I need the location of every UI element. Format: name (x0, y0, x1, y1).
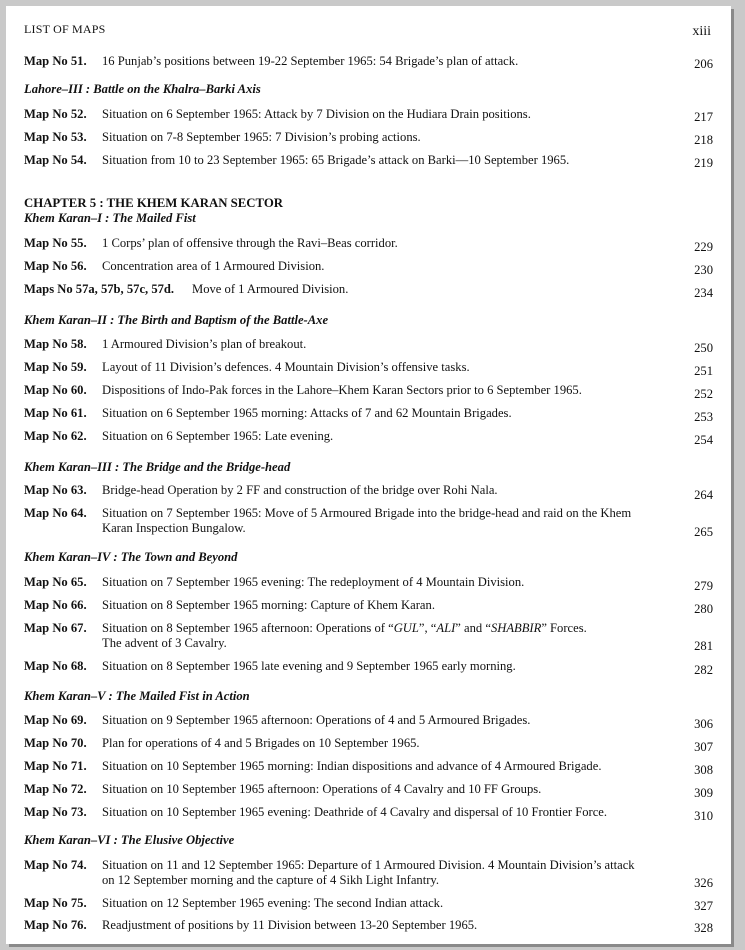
map-label: Maps No 57a, 57b, 57c, 57d. (24, 282, 175, 296)
map-label: Map No 71. (24, 759, 87, 773)
map-description: Layout of 11 Division’s defences. 4 Mountain Division’s offensive tasks. (102, 360, 470, 374)
map-page: 309 (694, 786, 713, 800)
map-label: Map No 72. (24, 782, 87, 796)
map-page: 279 (694, 579, 713, 593)
map-page: 250 (694, 341, 713, 355)
section-heading: Khem Karan–V : The Mailed Fist in Action (24, 689, 250, 703)
section-heading: Khem Karan–III : The Bridge and the Bridge-head (24, 460, 291, 474)
map-description: Plan for operations of 4 and 5 Brigades on 10 September 1965. (102, 736, 420, 750)
page-number: xiii (692, 24, 711, 39)
map-description: Situation on 12 September 1965 evening: The second Indian attack. (102, 896, 444, 910)
map-label: Map No 55. (24, 236, 87, 250)
map-page: 308 (694, 763, 713, 777)
map-page: 327 (694, 899, 713, 913)
map-label: Map No 56. (24, 259, 87, 273)
section-heading: Khem Karan–VI : The Elusive Objective (24, 833, 235, 847)
map-description: Situation on 11 and 12 September 1965: Departure of 1 Armoured Division. 4 Mountain Division’s attack on 12 September morning and the capture of 4 Sikh Light Infantry. (102, 858, 635, 887)
map-page: 230 (694, 263, 713, 277)
map-label: Map No 65. (24, 575, 87, 589)
section-heading: Khem Karan–II : The Birth and Baptism of the Battle-Axe (24, 313, 329, 327)
map-page: 328 (694, 921, 713, 935)
map-page: 281 (694, 639, 713, 653)
map-label: Map No 51. (24, 54, 87, 68)
map-label: Map No 70. (24, 736, 87, 750)
map-page: 326 (694, 876, 713, 890)
map-description: Situation on 8 September 1965 afternoon: Operations of “GUL”, “ALI” and “SHABBIR” Forces. The advent of 3 Cavalry. (102, 621, 587, 650)
map-page: 219 (694, 156, 713, 170)
map-page: 253 (694, 410, 713, 424)
section-heading: Khem Karan–I : The Mailed Fist (24, 211, 196, 225)
map-label: Map No 52. (24, 107, 87, 121)
map-page: 307 (694, 740, 713, 754)
map-page: 280 (694, 602, 713, 616)
map-description: Move of 1 Armoured Division. (192, 282, 349, 296)
map-description: Situation on 8 September 1965 morning: Capture of Khem Karan. (102, 598, 435, 612)
map-description: Situation on 10 September 1965 afternoon: Operations of 4 Cavalry and 10 FF Groups. (102, 782, 542, 796)
chapter-heading: CHAPTER 5 : THE KHEM KARAN SECTOR (24, 196, 284, 210)
map-description: Situation on 6 September 1965 morning: Attacks of 7 and 62 Mountain Brigades. (102, 406, 512, 420)
map-page: 234 (694, 286, 713, 300)
page-header (24, 22, 711, 42)
map-page: 265 (694, 525, 713, 539)
map-label: Map No 75. (24, 896, 87, 910)
map-page: 218 (694, 133, 713, 147)
map-description: Situation on 8 September 1965 late evening and 9 September 1965 early morning. (102, 659, 516, 673)
map-label: Map No 53. (24, 130, 87, 144)
map-description: Situation on 10 September 1965 morning: Indian dispositions and advance of 4 Armoured Brigade. (102, 759, 602, 773)
map-page: 229 (694, 240, 713, 254)
map-label: Map No 64. (24, 506, 87, 520)
map-label: Map No 66. (24, 598, 87, 612)
map-page: 310 (694, 809, 713, 823)
map-page: 264 (694, 488, 713, 502)
map-page: 206 (694, 57, 713, 71)
map-description: 1 Corps’ plan of offensive through the Ravi–Beas corridor. (102, 236, 398, 250)
map-label: Map No 60. (24, 383, 87, 397)
map-page: 252 (694, 387, 713, 401)
map-label: Map No 76. (24, 918, 87, 932)
map-page: 254 (694, 433, 713, 447)
map-label: Map No 54. (24, 153, 87, 167)
map-label: Map No 59. (24, 360, 87, 374)
map-description: Situation on 7-8 September 1965: 7 Division’s probing actions. (102, 130, 421, 144)
map-label: Map No 74. (24, 858, 87, 872)
map-description: Situation on 6 September 1965: Late evening. (102, 429, 334, 443)
map-description: Situation on 6 September 1965: Attack by 7 Division on the Hudiara Drain positions. (102, 107, 531, 121)
map-page: 282 (694, 663, 713, 677)
map-description: 16 Punjab’s positions between 19-22 September 1965: 54 Brigade’s plan of attack. (102, 54, 519, 68)
section-heading: Lahore–III : Battle on the Khalra–Barki Axis (24, 82, 261, 96)
map-description: Situation on 7 September 1965 evening: The redeployment of 4 Mountain Division. (102, 575, 525, 589)
map-description: Dispositions of Indo-Pak forces in the Lahore–Khem Karan Sectors prior to 6 September 1965. (102, 383, 582, 397)
map-label: Map No 62. (24, 429, 87, 443)
map-description: 1 Armoured Division’s plan of breakout. (102, 337, 307, 351)
map-label: Map No 61. (24, 406, 87, 420)
map-description: Situation on 7 September 1965: Move of 5 Armoured Brigade into the bridge-head and raid on the Khem Karan Inspection Bungalow. (102, 506, 632, 535)
map-description: Situation on 9 September 1965 afternoon: Operations of 4 and 5 Armoured Brigades. (102, 713, 531, 727)
section-heading: Khem Karan–IV : The Town and Beyond (24, 550, 238, 564)
map-label: Map No 63. (24, 483, 87, 497)
map-description: Situation from 10 to 23 September 1965: 65 Brigade’s attack on Barki—10 September 1965. (102, 153, 570, 167)
document-page (6, 6, 731, 944)
map-page: 306 (694, 717, 713, 731)
map-label: Map No 58. (24, 337, 87, 351)
map-label: Map No 73. (24, 805, 87, 819)
running-title: LIST OF MAPS (24, 22, 106, 36)
map-description: Bridge-head Operation by 2 FF and construction of the bridge over Rohi Nala. (102, 483, 498, 497)
map-description: Situation on 10 September 1965 evening: Deathride of 4 Cavalry and dispersal of 10 Frontier Force. (102, 805, 608, 819)
map-label: Map No 69. (24, 713, 87, 727)
map-label: Map No 68. (24, 659, 87, 673)
map-description: Readjustment of positions by 11 Division between 13-20 September 1965. (102, 918, 478, 932)
map-label: Map No 67. (24, 621, 87, 635)
map-page: 217 (694, 110, 713, 124)
map-page: 251 (694, 364, 713, 378)
map-description: Concentration area of 1 Armoured Division. (102, 259, 325, 273)
